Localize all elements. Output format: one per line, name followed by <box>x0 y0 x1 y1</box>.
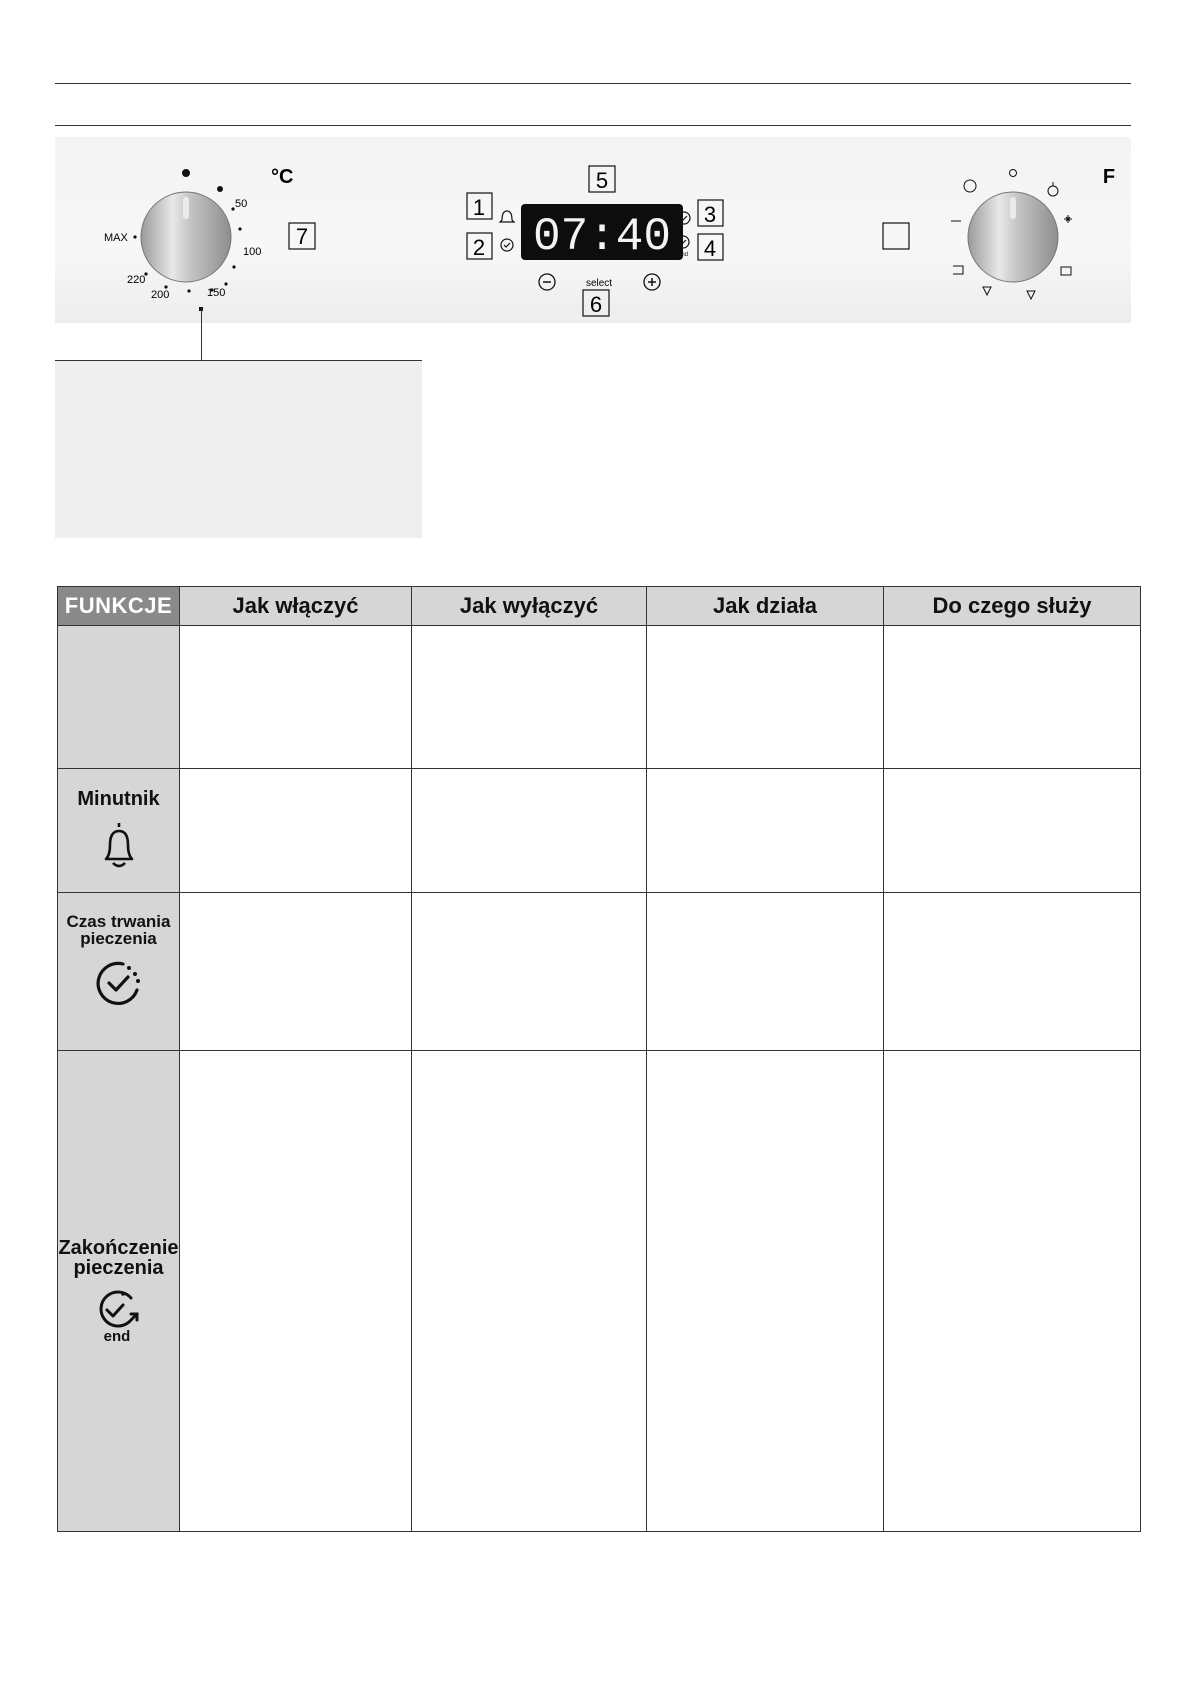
table-cell <box>647 1051 884 1532</box>
control-panel <box>55 137 1131 323</box>
table-cell <box>180 893 412 1051</box>
row-function-cell <box>58 893 180 1051</box>
callout-text-box <box>55 360 422 538</box>
clock-icon[interactable] <box>501 239 513 251</box>
callout-6: 6 <box>589 292 603 317</box>
table-cell <box>884 626 1141 769</box>
temp-scale-50: 50 <box>235 198 248 210</box>
table-cell <box>884 893 1141 1051</box>
callout-3: 3 <box>703 202 717 227</box>
function-label-czas-trwania: Czas trwania pieczenia <box>66 912 171 948</box>
table-cell <box>884 1051 1141 1532</box>
duration-icon <box>93 957 145 1009</box>
table-row <box>58 893 1141 1051</box>
function-knob-label: F <box>1102 166 1116 188</box>
header-jak-wylaczyc: Jak wyłączyć <box>412 587 647 626</box>
table-cell <box>412 626 647 769</box>
bell-icon[interactable] <box>500 211 514 222</box>
table-cell <box>180 1051 412 1532</box>
end-time-icon <box>93 1288 145 1344</box>
row-function-cell <box>58 626 180 769</box>
temperature-knob[interactable] <box>141 192 231 282</box>
header-do-czego-sluzy: Do czego służy <box>884 587 1141 626</box>
row-function-cell <box>58 769 180 893</box>
plus-button[interactable] <box>644 274 660 290</box>
select-label: select <box>585 278 613 289</box>
temp-scale-220: 220 <box>127 274 146 286</box>
table-row <box>58 769 1141 893</box>
table-cell <box>180 769 412 893</box>
table-row <box>58 626 1141 769</box>
callout-empty <box>883 223 909 249</box>
header-funkcje: FUNKCJE <box>58 587 180 626</box>
bell-icon <box>97 819 141 871</box>
callout-5: 5 <box>595 168 609 193</box>
function-label-minutnik: Minutnik <box>77 788 160 810</box>
callout-leader-line <box>201 308 202 360</box>
section-rule <box>55 125 1131 126</box>
header-jak-wlaczyc: Jak włączyć <box>180 587 412 626</box>
table-cell <box>412 893 647 1051</box>
row-function-cell <box>58 1051 180 1532</box>
functions-table <box>57 586 1141 1532</box>
table-cell <box>412 1051 647 1532</box>
temp-scale-200: 200 <box>151 289 170 301</box>
callout-2: 2 <box>472 235 486 260</box>
table-cell <box>647 626 884 769</box>
end-icon-text: end <box>103 1328 130 1344</box>
callout-4: 4 <box>703 236 717 261</box>
table-cell <box>180 626 412 769</box>
temp-scale-max: MAX <box>104 232 128 244</box>
table-cell <box>647 893 884 1051</box>
table-cell <box>884 769 1141 893</box>
table-cell <box>412 769 647 893</box>
temp-scale-100: 100 <box>243 246 262 258</box>
callout-7: 7 <box>295 224 309 249</box>
table-row <box>58 1051 1141 1532</box>
function-label-zakonczenie: Zakończenie pieczenia <box>58 1237 179 1279</box>
function-knob[interactable] <box>968 192 1058 282</box>
svg-text:end: end <box>677 252 689 258</box>
temp-off-dot <box>182 169 190 177</box>
header-jak-dziala: Jak działa <box>647 587 884 626</box>
table-header-row <box>58 587 1141 626</box>
table-cell <box>647 769 884 893</box>
top-rule <box>55 83 1131 84</box>
display-time: 07:40 <box>532 211 672 263</box>
temp-unit: °C <box>271 166 294 188</box>
minus-button[interactable] <box>539 274 555 290</box>
temp-scale-150: 150 <box>207 287 226 299</box>
callout-1: 1 <box>472 195 486 220</box>
